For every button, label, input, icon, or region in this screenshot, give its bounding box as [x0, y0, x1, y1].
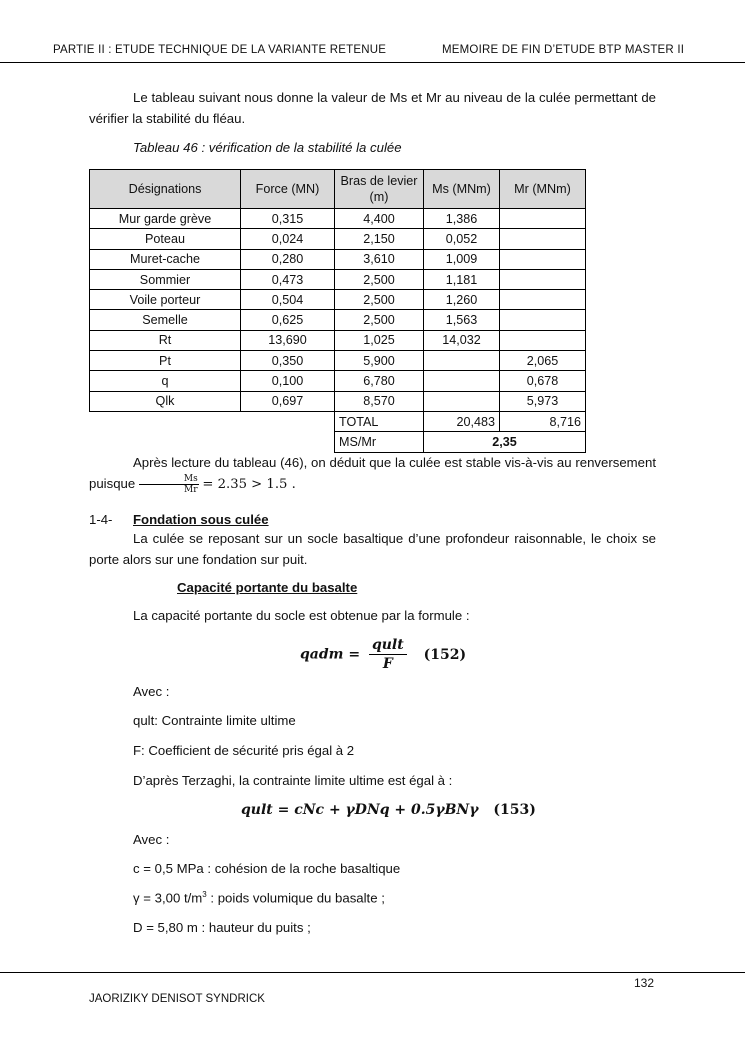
def-F: F: Coefficient de sécurité pris égal à 2 — [133, 743, 355, 758]
def-qult: qult: Contrainte limite ultime — [133, 713, 296, 728]
table-row — [90, 310, 586, 330]
table-cell: Poteau — [90, 229, 241, 249]
table-cell — [500, 330, 586, 350]
table-cell — [424, 351, 500, 371]
conclusion-text: Après lecture du tableau (46), on déduit que la culée est stable vis-à-vis au renversement puisque — [89, 455, 656, 491]
formula-152-num: qult — [369, 636, 407, 655]
table-cell: 1,009 — [424, 249, 500, 269]
table-cell: 0,315 — [241, 209, 335, 229]
table-cell: 1,181 — [424, 269, 500, 289]
table-cell: 1,563 — [424, 310, 500, 330]
formula-153 — [241, 802, 536, 818]
table-cell: 0,024 — [241, 229, 335, 249]
def-gamma-sup: 3 — [202, 890, 207, 899]
ratio-row — [90, 432, 586, 452]
footer-divider — [0, 972, 745, 973]
table-cell — [500, 290, 586, 310]
table-row — [90, 330, 586, 350]
table-cell: 6,780 — [335, 371, 424, 391]
table-row — [90, 229, 586, 249]
ratio-value: 2,35 — [424, 432, 586, 452]
formula-152-ref: (152) — [423, 646, 467, 663]
table-cell: 0,100 — [241, 371, 335, 391]
table-cell: 0,052 — [424, 229, 500, 249]
header-designations: Désignations — [90, 170, 241, 209]
table-cell: Semelle — [90, 310, 241, 330]
header-left: PARTIE II : ETUDE TECHNIQUE DE LA VARIANTE RETENUE — [53, 44, 387, 56]
table-cell: 0,280 — [241, 249, 335, 269]
formula-153-expr: qult = cNc + γDNq + 0.5γBNγ — [241, 802, 479, 818]
table-row — [90, 391, 586, 411]
table-cell: 4,400 — [335, 209, 424, 229]
def-gamma-post: : poids volumique du basalte ; — [206, 890, 385, 906]
conclusion-paragraph — [89, 453, 656, 495]
table-cell — [500, 269, 586, 289]
ratio-label: MS/Mr — [335, 432, 424, 452]
formula-152-den: F — [382, 656, 393, 672]
table-cell: 0,625 — [241, 310, 335, 330]
fraction-numerator: Ms — [139, 474, 199, 485]
table-cell: 0,350 — [241, 351, 335, 371]
formula-152-fraction — [369, 636, 407, 673]
formula-152-lhs: qadm = — [300, 646, 361, 663]
page-number: 132 — [634, 976, 655, 990]
table-cell: Rt — [90, 330, 241, 350]
header-force: Force (MN) — [241, 170, 335, 209]
table-row — [90, 269, 586, 289]
table-cell: 0,697 — [241, 391, 335, 411]
total-mr: 8,716 — [500, 411, 586, 431]
total-label: TOTAL — [335, 411, 424, 431]
def-gamma-pre: γ = 3,00 t/m — [133, 890, 203, 906]
table-cell: 0,504 — [241, 290, 335, 310]
table-cell: 14,032 — [424, 330, 500, 350]
terzaghi-text: D’après Terzaghi, la contrainte limite ultime est égal à : — [133, 773, 453, 788]
table-cell: 1,386 — [424, 209, 500, 229]
empty-cell — [90, 411, 241, 431]
table-cell — [424, 391, 500, 411]
table-row — [90, 351, 586, 371]
table-cell: 2,500 — [335, 310, 424, 330]
table-row — [90, 209, 586, 229]
formula-153-ref: (153) — [493, 802, 536, 818]
ms-mr-fraction — [139, 474, 199, 495]
header-divider — [0, 62, 745, 63]
total-row — [90, 411, 586, 431]
empty-cell — [241, 411, 335, 431]
header-right: MEMOIRE DE FIN D’ETUDE BTP MASTER II — [442, 44, 685, 56]
table-cell: Mur garde grève — [90, 209, 241, 229]
table-cell: 2,500 — [335, 269, 424, 289]
def-c: c = 0,5 MPa : cohésion de la roche basaltique — [133, 861, 401, 876]
table-cell: 0,473 — [241, 269, 335, 289]
table-cell — [500, 209, 586, 229]
table-row — [90, 249, 586, 269]
table-cell: 2,065 — [500, 351, 586, 371]
table-cell — [500, 310, 586, 330]
table-cell: Qlk — [90, 391, 241, 411]
table-cell: 2,150 — [335, 229, 424, 249]
table-cell: 8,570 — [335, 391, 424, 411]
fraction-denominator: Mr — [184, 484, 198, 495]
formula-152 — [300, 636, 466, 673]
subsection-title: Capacité portante du basalte — [177, 580, 358, 595]
intro-paragraph: Le tableau suivant nous donne la valeur de Ms et Mr au niveau de la culée permettant de vérifier la stabilité du fléau. — [89, 90, 656, 126]
section-paragraph: La culée se reposant sur un socle basaltique d’une profondeur raisonnable, le choix se porte alors sur une fondation sur puit. — [89, 531, 656, 567]
table-cell — [500, 249, 586, 269]
table-cell: 5,900 — [335, 351, 424, 371]
table-cell: 1,025 — [335, 330, 424, 350]
table-cell — [424, 371, 500, 391]
table-cell: 13,690 — [241, 330, 335, 350]
section-title: Fondation sous culée — [133, 512, 269, 527]
empty-cell — [241, 432, 335, 452]
table-cell: Pt — [90, 351, 241, 371]
header-bras-levier: Bras de levier (m) — [335, 170, 424, 209]
table-caption: Tableau 46 : vérification de la stabilité la culée — [133, 140, 402, 155]
table-cell: q — [90, 371, 241, 391]
total-ms: 20,483 — [424, 411, 500, 431]
avec-label-1: Avec : — [133, 684, 170, 699]
stability-table — [89, 169, 586, 453]
table-cell: 1,260 — [424, 290, 500, 310]
avec-label-2: Avec : — [133, 832, 170, 847]
header-mr: Mr (MNm) — [500, 170, 586, 209]
table-header-row — [90, 170, 586, 209]
conclusion-math: = 2.35 > 1.5 . — [202, 476, 296, 492]
table-cell — [500, 229, 586, 249]
table-cell: 3,610 — [335, 249, 424, 269]
table-row — [90, 371, 586, 391]
header-ms: Ms (MNm) — [424, 170, 500, 209]
table-cell: Muret-cache — [90, 249, 241, 269]
def-D: D = 5,80 m : hauteur du puits ; — [133, 920, 311, 935]
table-cell: 5,973 — [500, 391, 586, 411]
table-row — [90, 290, 586, 310]
table-cell: 0,678 — [500, 371, 586, 391]
table-cell: Voile porteur — [90, 290, 241, 310]
footer-author: JAORIZIKY DENISOT SYNDRICK — [89, 993, 265, 1005]
section-number: 1-4- — [89, 512, 113, 527]
table-cell: Sommier — [90, 269, 241, 289]
table-cell: 2,500 — [335, 290, 424, 310]
def-gamma — [133, 890, 385, 905]
empty-cell — [90, 432, 241, 452]
capacity-intro: La capacité portante du socle est obtenue par la formule : — [133, 608, 470, 623]
